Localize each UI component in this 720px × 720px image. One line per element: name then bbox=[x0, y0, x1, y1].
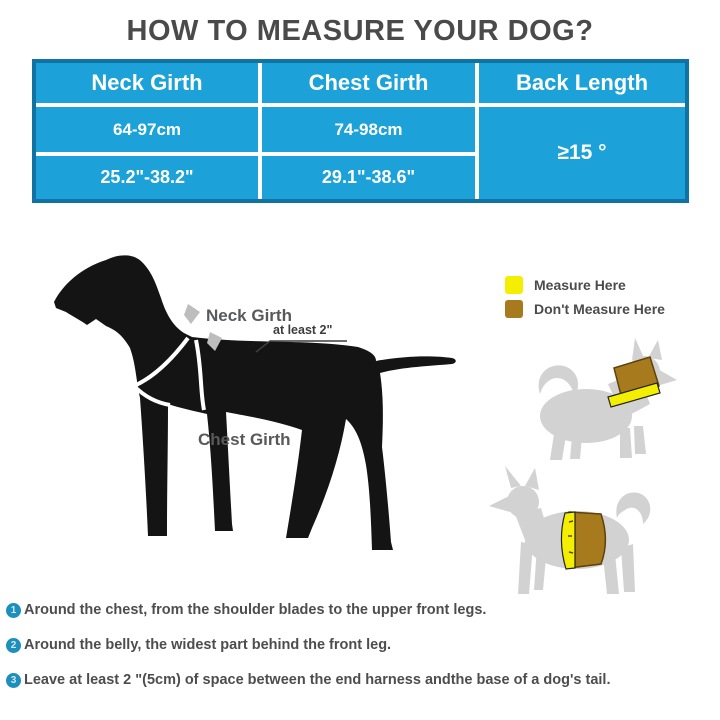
table-header-neck-girth: Neck Girth bbox=[36, 63, 258, 103]
dog-tail bbox=[616, 492, 650, 524]
dog-leg bbox=[550, 434, 566, 460]
neck-girth-label: Neck Girth bbox=[206, 306, 292, 325]
dog-leg bbox=[570, 436, 582, 459]
instruction-item bbox=[6, 634, 718, 656]
instruction-text: Around the belly, the widest part behind the front leg. bbox=[24, 637, 392, 653]
instruction-text: Around the chest, from the shoulder blades to the upper front legs. bbox=[24, 602, 487, 618]
table-cell-neck-inch: 25.2"-38.2" bbox=[36, 156, 258, 199]
table-cell-chest-cm: 74-98cm bbox=[262, 107, 475, 152]
dont-measure-here-swatch bbox=[505, 300, 523, 318]
chest-girth-label: Chest Girth bbox=[198, 430, 291, 449]
instruction-list bbox=[6, 599, 718, 704]
page-title: HOW TO MEASURE YOUR DOG? bbox=[126, 15, 594, 47]
table-cell-neck-cm: 64-97cm bbox=[36, 107, 258, 152]
legend-label: Don't Measure Here bbox=[534, 301, 665, 317]
measure-point-mark bbox=[184, 304, 200, 324]
neck-measure-dog-illustration bbox=[520, 332, 700, 462]
clearance-label: at least 2" bbox=[273, 323, 333, 337]
legend bbox=[505, 276, 665, 324]
step-number-badge: 2 bbox=[6, 638, 21, 653]
measure-belly-stripe bbox=[561, 512, 575, 569]
dog-leg bbox=[518, 542, 533, 594]
dog-ear bbox=[632, 338, 644, 360]
table-header-back-length: Back Length bbox=[479, 63, 685, 103]
belly-measure-dog-illustration bbox=[485, 462, 670, 602]
instruction-item bbox=[6, 669, 718, 691]
measure-here-swatch bbox=[505, 276, 523, 294]
dog-ear bbox=[505, 466, 521, 488]
instruction-text: Leave at least 2 "(5cm) of space between the end harness andthe base of a dog's tail. bbox=[24, 672, 611, 688]
table-header-chest-girth: Chest Girth bbox=[262, 63, 475, 103]
table-cell-back-angle: ≥15 ° bbox=[479, 107, 685, 199]
instruction-item bbox=[6, 599, 718, 621]
measurement-table bbox=[32, 59, 689, 203]
dog-leg bbox=[620, 428, 632, 458]
dog-silhouette-illustration bbox=[40, 240, 470, 600]
step-number-badge: 1 bbox=[6, 603, 21, 618]
legend-label: Measure Here bbox=[534, 277, 626, 293]
dog-body-silhouette bbox=[54, 255, 456, 550]
legend-item-dont-measure-here bbox=[505, 300, 665, 318]
dog-leg bbox=[634, 426, 646, 454]
dog-leg bbox=[603, 554, 619, 594]
legend-item-measure-here bbox=[505, 276, 665, 294]
dog-leg bbox=[621, 544, 635, 592]
dog-muzzle bbox=[656, 368, 677, 386]
step-number-badge: 3 bbox=[6, 673, 21, 688]
table-cell-chest-inch: 29.1"-38.6" bbox=[262, 156, 475, 199]
dog-muzzle bbox=[489, 496, 510, 512]
